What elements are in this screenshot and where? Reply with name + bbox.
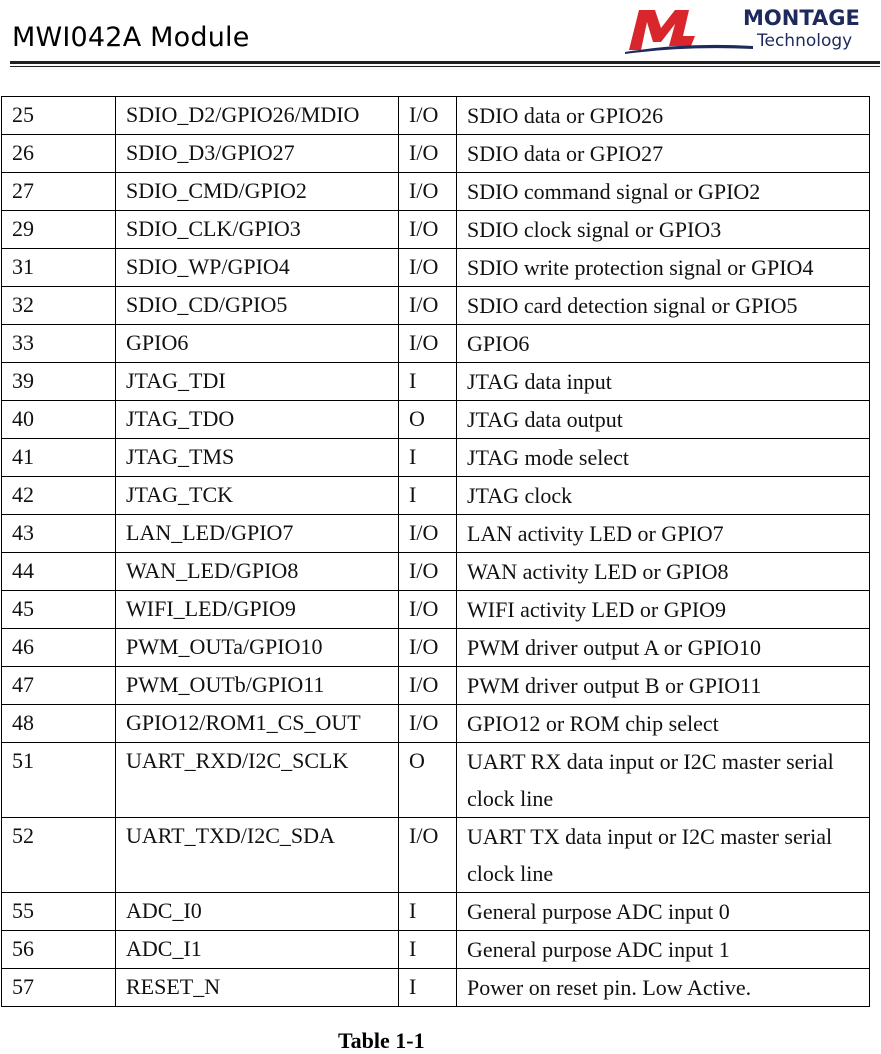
io-type-cell: I/O <box>399 629 457 667</box>
description-cell: PWM driver output A or GPIO10 <box>457 629 870 667</box>
io-type-cell: O <box>399 401 457 439</box>
signal-name-cell: GPIO6 <box>116 325 399 363</box>
table-row <box>2 591 870 629</box>
description-cell: Power on reset pin. Low Active. <box>457 969 870 1007</box>
description-cell: GPIO12 or ROM chip select <box>457 705 870 743</box>
description-cell: JTAG mode select <box>457 439 870 477</box>
description-cell: UART TX data input or I2C master serial clock line <box>457 818 870 893</box>
signal-name-cell: PWM_OUTb/GPIO11 <box>116 667 399 705</box>
signal-name-cell: GPIO12/ROM1_CS_OUT <box>116 705 399 743</box>
table-caption: Table 1-1 <box>338 1028 425 1053</box>
signal-name-cell: SDIO_D2/GPIO26/MDIO <box>116 97 399 135</box>
signal-name-cell: SDIO_CLK/GPIO3 <box>116 211 399 249</box>
description-cell: SDIO data or GPIO27 <box>457 135 870 173</box>
pin-cell: 31 <box>2 249 116 287</box>
signal-name-cell: JTAG_TCK <box>116 477 399 515</box>
description-cell: JTAG clock <box>457 477 870 515</box>
pin-cell: 56 <box>2 931 116 969</box>
table-row <box>2 363 870 401</box>
io-type-cell: I/O <box>399 591 457 629</box>
signal-name-cell: UART_TXD/I2C_SDA <box>116 818 399 893</box>
signal-name-cell: SDIO_CMD/GPIO2 <box>116 173 399 211</box>
table-row <box>2 553 870 591</box>
document-title: MWI042A Module <box>12 22 250 53</box>
io-type-cell: I/O <box>399 211 457 249</box>
io-type-cell: I/O <box>399 287 457 325</box>
table-row <box>2 629 870 667</box>
signal-name-cell: UART_RXD/I2C_SCLK <box>116 743 399 818</box>
pin-cell: 32 <box>2 287 116 325</box>
description-cell: JTAG data output <box>457 401 870 439</box>
description-cell: General purpose ADC input 0 <box>457 893 870 931</box>
header-rule-thin <box>10 66 880 67</box>
table-row <box>2 249 870 287</box>
pin-cell: 40 <box>2 401 116 439</box>
pin-table <box>1 96 870 1007</box>
io-type-cell: I <box>399 969 457 1007</box>
description-cell: SDIO clock signal or GPIO3 <box>457 211 870 249</box>
signal-name-cell: JTAG_TDI <box>116 363 399 401</box>
signal-name-cell: WIFI_LED/GPIO9 <box>116 591 399 629</box>
pin-cell: 41 <box>2 439 116 477</box>
pin-cell: 42 <box>2 477 116 515</box>
description-cell: JTAG data input <box>457 363 870 401</box>
signal-name-cell: LAN_LED/GPIO7 <box>116 515 399 553</box>
signal-name-cell: ADC_I1 <box>116 931 399 969</box>
io-type-cell: I <box>399 363 457 401</box>
io-type-cell: I/O <box>399 667 457 705</box>
pin-cell: 26 <box>2 135 116 173</box>
pin-cell: 25 <box>2 97 116 135</box>
signal-name-cell: PWM_OUTa/GPIO10 <box>116 629 399 667</box>
signal-name-cell: SDIO_D3/GPIO27 <box>116 135 399 173</box>
signal-name-cell: SDIO_CD/GPIO5 <box>116 287 399 325</box>
signal-name-cell: SDIO_WP/GPIO4 <box>116 249 399 287</box>
io-type-cell: I <box>399 439 457 477</box>
description-cell: SDIO data or GPIO26 <box>457 97 870 135</box>
table-row <box>2 705 870 743</box>
pin-table-body <box>2 97 870 1007</box>
logo-sub-text: Technology <box>757 31 853 51</box>
pin-cell: 45 <box>2 591 116 629</box>
table-row <box>2 515 870 553</box>
description-cell: WIFI activity LED or GPIO9 <box>457 591 870 629</box>
io-type-cell: I/O <box>399 173 457 211</box>
pin-cell: 52 <box>2 818 116 893</box>
io-type-cell: I/O <box>399 553 457 591</box>
table-row <box>2 818 870 893</box>
io-type-cell: I/O <box>399 135 457 173</box>
pin-cell: 57 <box>2 969 116 1007</box>
signal-name-cell: JTAG_TDO <box>116 401 399 439</box>
logo-brand-text: MONTAGE <box>743 6 860 30</box>
io-type-cell: I/O <box>399 249 457 287</box>
pin-cell: 48 <box>2 705 116 743</box>
pin-cell: 29 <box>2 211 116 249</box>
pin-cell: 27 <box>2 173 116 211</box>
io-type-cell: I <box>399 893 457 931</box>
description-cell: General purpose ADC input 1 <box>457 931 870 969</box>
table-row <box>2 743 870 818</box>
description-cell: PWM driver output B or GPIO11 <box>457 667 870 705</box>
table-row <box>2 969 870 1007</box>
io-type-cell: I/O <box>399 97 457 135</box>
table-row <box>2 173 870 211</box>
pin-cell: 39 <box>2 363 116 401</box>
description-cell: LAN activity LED or GPIO7 <box>457 515 870 553</box>
signal-name-cell: RESET_N <box>116 969 399 1007</box>
table-row <box>2 477 870 515</box>
signal-name-cell: JTAG_TMS <box>116 439 399 477</box>
io-type-cell: I <box>399 931 457 969</box>
description-cell: UART RX data input or I2C master serial clock line <box>457 743 870 818</box>
pin-cell: 43 <box>2 515 116 553</box>
io-type-cell: I/O <box>399 515 457 553</box>
io-type-cell: O <box>399 743 457 818</box>
table-row <box>2 401 870 439</box>
pin-cell: 47 <box>2 667 116 705</box>
pin-cell: 46 <box>2 629 116 667</box>
pin-cell: 33 <box>2 325 116 363</box>
table-row <box>2 325 870 363</box>
description-cell: GPIO6 <box>457 325 870 363</box>
signal-name-cell: WAN_LED/GPIO8 <box>116 553 399 591</box>
header-rule <box>10 61 880 64</box>
io-type-cell: I/O <box>399 705 457 743</box>
description-cell: SDIO command signal or GPIO2 <box>457 173 870 211</box>
table-row <box>2 97 870 135</box>
table-row <box>2 893 870 931</box>
description-cell: SDIO card detection signal or GPIO5 <box>457 287 870 325</box>
pin-cell: 44 <box>2 553 116 591</box>
io-type-cell: I <box>399 477 457 515</box>
description-cell: SDIO write protection signal or GPIO4 <box>457 249 870 287</box>
io-type-cell: I/O <box>399 818 457 893</box>
table-row <box>2 211 870 249</box>
pin-cell: 55 <box>2 893 116 931</box>
montage-logo <box>625 2 877 54</box>
page-header <box>0 0 881 70</box>
signal-name-cell: ADC_I0 <box>116 893 399 931</box>
io-type-cell: I/O <box>399 325 457 363</box>
logo-swoosh <box>625 45 753 54</box>
pin-cell: 51 <box>2 743 116 818</box>
description-cell: WAN activity LED or GPIO8 <box>457 553 870 591</box>
table-row <box>2 439 870 477</box>
table-row <box>2 667 870 705</box>
table-row <box>2 135 870 173</box>
logo-mark <box>629 10 695 50</box>
table-row <box>2 931 870 969</box>
table-row <box>2 287 870 325</box>
